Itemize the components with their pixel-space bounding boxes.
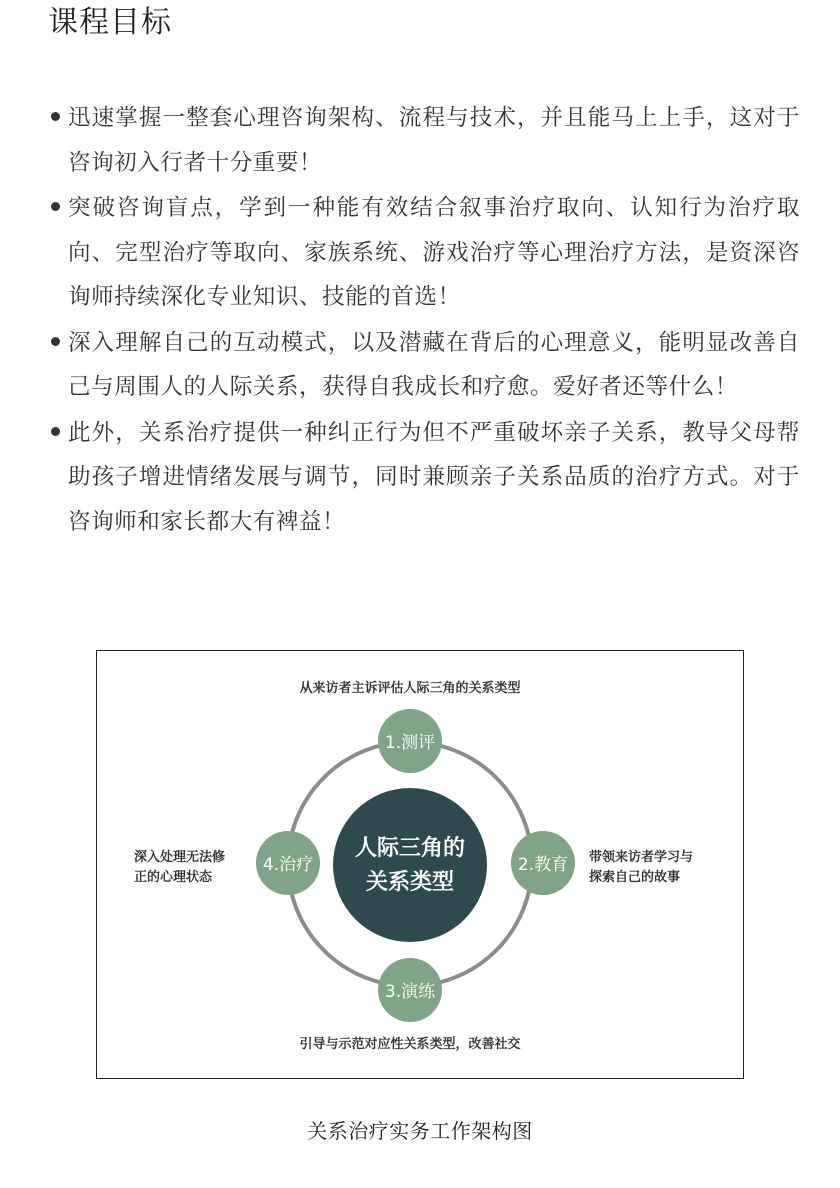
- figure-caption: 关系治疗实务工作架构图: [307, 1119, 533, 1143]
- step-4-label: 4.治疗: [262, 855, 314, 875]
- cycle-diagram: [97, 651, 745, 1080]
- step-3-description: 引导与示范对应性关系类型，改善社交: [299, 1037, 521, 1052]
- step-2-description-line2: 探索自己的故事: [589, 870, 681, 885]
- step-2-description-line1: 带领来访者学习与: [589, 850, 694, 865]
- center-circle: [333, 788, 487, 942]
- goal-list: [48, 96, 800, 545]
- bullet-icon: [51, 427, 60, 436]
- step-3-label: 3.演练: [384, 982, 436, 1002]
- center-title-line1: 人际三角的: [354, 836, 466, 861]
- center-title-line2: 关系类型: [365, 870, 455, 895]
- step-1-label: 1.测评: [384, 733, 436, 753]
- page-title: 课程目标: [48, 5, 172, 40]
- goal-text: 深入理解自己的互动模式，以及潜藏在背后的心理意义，能明显改善自己与周围人的人际关系，获得自我成长和疗愈。爱好者还等什么！: [68, 329, 800, 400]
- bullet-icon: [51, 337, 60, 346]
- goal-text: 此外，关系治疗提供一种纠正行为但不严重破坏亲子关系，教导父母帮助孩子增进情绪发展与调节，同时兼顾亲子关系品质的治疗方式。对于咨询师和家长都大有裨益！: [68, 419, 800, 535]
- step-2-label: 2.教育: [517, 855, 569, 875]
- goal-item: [48, 96, 800, 185]
- step-4-description-line2: 正的心理状态: [134, 870, 213, 885]
- bullet-icon: [51, 112, 60, 121]
- bullet-icon: [51, 202, 60, 211]
- step-1-description: 从来访者主诉评估人际三角的关系类型: [299, 681, 521, 696]
- step-4-description-line1: 深入处理无法修: [134, 850, 226, 865]
- goal-item: [48, 321, 800, 410]
- goal-item: [48, 411, 800, 545]
- goal-item: [48, 186, 800, 320]
- diagram-frame: [96, 650, 744, 1079]
- goal-text: 迅速掌握一整套心理咨询架构、流程与技术，并且能马上上手，这对于咨询初入行者十分重要！: [68, 105, 800, 176]
- goal-text: 突破咨询盲点，学到一种能有效结合叙事治疗取向、认知行为治疗取向、完型治疗等取向、家族系统、游戏治疗等心理治疗方法，是资深咨询师持续深化专业知识、技能的首选！: [68, 195, 800, 310]
